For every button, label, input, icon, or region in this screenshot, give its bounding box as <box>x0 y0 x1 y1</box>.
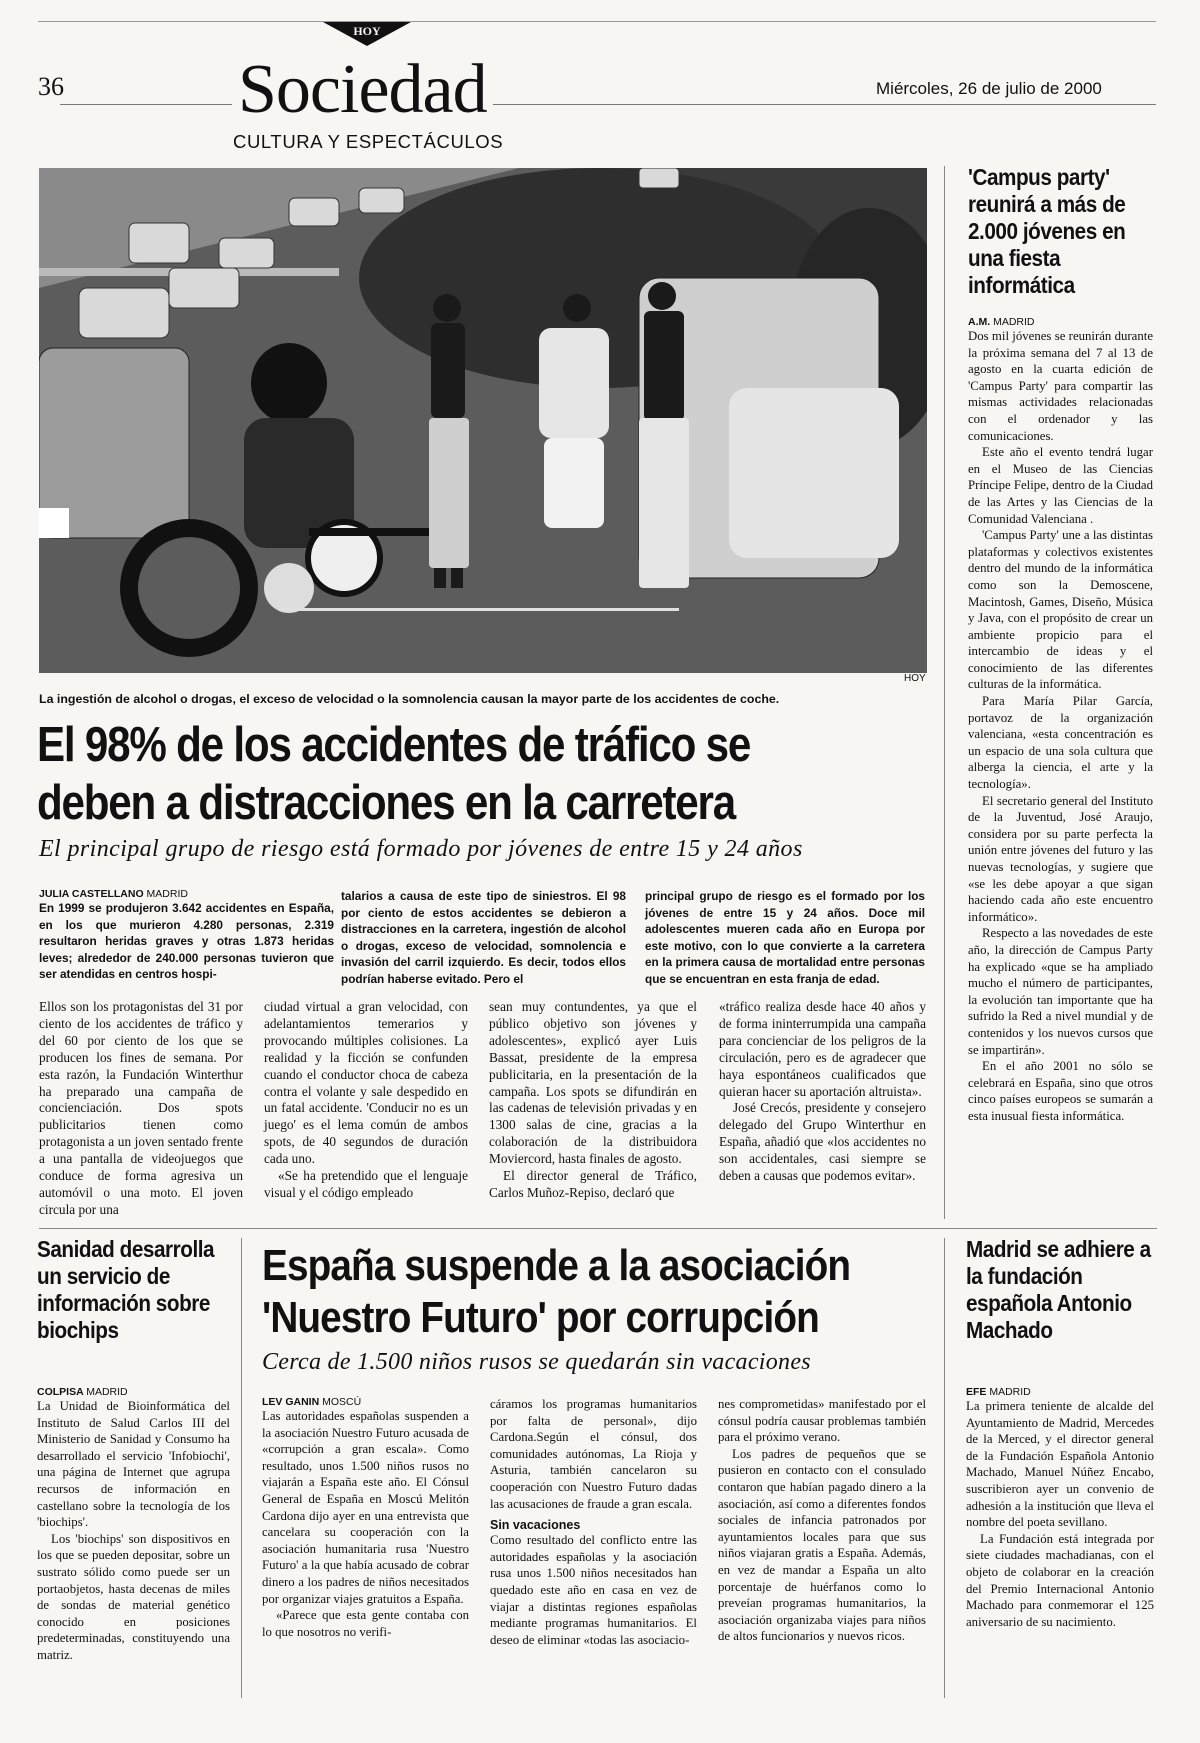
byline-place: MADRID <box>86 1386 128 1398</box>
paragraph: En el año 2001 no sólo se celebrará en España, sino que otros cinco países europeos se sumarán a esta inusual fiesta informática. <box>968 1059 1153 1123</box>
column-rule <box>944 1238 945 1698</box>
paragraph: El director general de Tráfico, Carlos Muñoz-Repiso, declaró que <box>489 1168 697 1200</box>
futuro-byline <box>262 1396 469 1408</box>
column-rule <box>241 1238 242 1698</box>
paragraph: Como resultado del conflicto entre las autoridades españolas y la asociación rusa unos 1.500 niños necesitados han quedado este año en casa en vez de viajar a distintas regiones españolas mediante programas humanitarios. El deseo de eliminar «todas las asociacio- <box>490 1533 697 1647</box>
main-headline-line2: deben a distracciones en la carretera <box>37 776 735 830</box>
campus-body <box>968 328 1153 1125</box>
paragraph: La Fundación está integrada por siete ciudades machadianas, con el objeto de colaborar en la creación del Premio Internacional Antonio Machado para conmemorar el 125 aniversario de su nacimiento. <box>966 1531 1154 1629</box>
byline-author: EFE <box>966 1386 987 1398</box>
paragraph: La Unidad de Bioinformática del Instituto de Salud Carlos III del Ministerio de Sanidad y Consumo ha desarrollado el servicio 'Infobiochi', una página de Internet que agrupa recursos de información en castellano sobre la tecnología de los 'biochips'. <box>37 1399 230 1530</box>
main-body-col3 <box>489 999 697 1202</box>
paragraph: Los padres de pequeños que se pusieron en contacto con el consulado contaron que habían pagado dinero a la asociación, así como a diferentes fondos sociales de infancia patronados por ayuntamientos locales para que sus niños viajaran gratis a España. Además, en vez de mandar a España un alto porcentaje de huérfanos como lo preveían programas humanitarios, la asociación organizaba viajes para niños de altos funcionarios y nuevos ricos. <box>718 1446 926 1644</box>
photo-caption: La ingestión de alcohol o drogas, el exceso de velocidad o la somnolencia causan la mayor parte de los accidentes de coche. <box>39 692 780 706</box>
byline-author: COLPISA <box>37 1386 84 1398</box>
accident-photo <box>39 168 927 673</box>
byline-place: MADRID <box>993 316 1035 328</box>
biochips-body <box>37 1398 230 1664</box>
futuro-headline-line1: España suspende a la asociación <box>262 1241 851 1290</box>
main-body-col4 <box>719 999 926 1185</box>
paragraph: La primera teniente de alcalde del Ayuntamiento de Madrid, Mercedes de la Merced, y el director general de la Fundación Española Antonio Machado, Manuel Núñez Encabo, suscribieron ayer un convenio de adhesión a la institución que lleva el nombre del poeta sevillano. <box>966 1399 1154 1530</box>
biochips-byline <box>37 1386 230 1398</box>
brand-label: HOY <box>353 24 381 38</box>
main-headline <box>37 716 811 832</box>
machado-byline <box>966 1386 1154 1398</box>
machado-story <box>966 1386 1154 1630</box>
paragraph: Este año el evento tendrá lugar en el Museo de las Ciencias Príncipe Felipe, dentro de la Ciudad de las Artes y las Ciencias de la Comunidad Valenciana . <box>968 445 1153 526</box>
paragraph: «Parece que esta gente contaba con lo que nosotros no verifi- <box>262 1608 469 1639</box>
section-divider <box>39 1228 1157 1229</box>
top-rule <box>38 21 1156 22</box>
photo-credit: HOY <box>904 673 926 684</box>
campus-story <box>968 316 1153 1125</box>
byline-place: MADRID <box>146 888 188 900</box>
futuro-col2-body <box>490 1396 697 1512</box>
paragraph: Ellos son los protagonistas del 31 por ciento de los accidentes de tráfico y del 60 por ciento de los que se producen los fines de semana. Por esta razón, la Fundación Winterthur ha preparado una campaña de concienciación. Dos spots publicitarios tienen como protagonista a un joven sentado frente a una pantalla de videojuegos que conduce de forma agresiva un automóvil o una moto. El joven circula por una <box>39 999 243 1217</box>
paragraph: cáramos los programas humanitarios por falta de personal», dijo Cardona.Según el cónsul, dos comunidades autónomas, La Rioja y Asturia, también cancelaron su cooperación con Nuestro Futuro dadas las acusaciones de fraude a gran escala. <box>490 1397 697 1511</box>
issue-date: Miércoles, 26 de julio de 2000 <box>870 79 1102 99</box>
subsection-title: CULTURA Y ESPECTÁCULOS <box>233 131 504 152</box>
byline-place: MADRID <box>989 1386 1031 1398</box>
futuro-headline-line2: 'Nuestro Futuro' por corrupción <box>262 1293 819 1342</box>
byline-author: LEV GANIN <box>262 1396 320 1408</box>
machado-headline: Madrid se adhiere a la fundación española Antonio Machado <box>966 1236 1151 1343</box>
futuro-col3-body <box>718 1396 926 1645</box>
paragraph: Respecto a las novedades de este año, la dirección de Campus Party ha explicado «que se ha ampliado mucho el número de participantes, la evolución tan importante que ha sufrido la Red a nivel mundial y de contenidos y los nuevos cursos que se impartirán». <box>968 926 1153 1057</box>
main-byline <box>39 888 334 900</box>
main-lead-col2: talarios a causa de este tipo de siniestros. El 98 por ciento de estos accidentes se debieron a distracciones en la carretera, ingestión de alcohol o drogas, exceso de velocidad, somnolencia e invasión del carril izquierdo. Es decir, todos ellos podrían haberse evitado. Pero el <box>341 889 626 986</box>
paragraph: José Crecós, presidente y consejero delegado del Grupo Winterthur en España, añadió que «los accidentes no son accidentales, casi siempre se deben a causas que podemos evitar». <box>719 1100 926 1184</box>
futuro-col2-body2 <box>490 1532 697 1648</box>
hoy-brand-tab <box>323 22 411 46</box>
campus-byline <box>968 316 1153 328</box>
main-headline-line1: El 98% de los accidentes de tráfico se <box>37 718 751 772</box>
campus-headline: 'Campus party' reunirá a más de 2.000 jóvenes en una fiesta informática <box>968 164 1126 298</box>
column-rule <box>944 166 945 1219</box>
paragraph: ciudad virtual a gran velocidad, con adelantamientos temerarios y provocando múltiples colisiones. La realidad y la ficción se confunden cuando el conductor choca de cabeza contra el volante y sale despedido en un fatal accidente. 'Conducir no es un juego' es el lema común de ambos spots, de 40 segundos de duración cada uno. <box>264 999 468 1167</box>
paragraph: nes comprometidas» manifestado por el cónsul podría causar problemas también para el próximo verano. <box>718 1397 926 1445</box>
biochips-headline: Sanidad desarrolla un servicio de información sobre biochips <box>37 1236 215 1343</box>
paragraph: «tráfico realiza desde hace 40 años y de forma ininterrumpida una campaña para concienciar de los peligros de la circulación, pero es de agradecer que haya espontáneos cualificados que quieran hacer su aportación altruista». <box>719 999 926 1099</box>
paragraph: El secretario general del Instituto de la Juventud, José Araujo, considera por su parte perfecta la unión entre jóvenes del futuro y las nuevas tecnologías, y sugiere que «se les debe apoyar a que sigan haciendo cada año este encuentro informático». <box>968 793 1153 924</box>
main-kicker: El principal grupo de riesgo está formado por jóvenes de entre 15 y 24 años <box>39 836 803 862</box>
futuro-col2 <box>490 1396 697 1648</box>
byline-place: MOSCÚ <box>322 1396 362 1408</box>
paragraph: Dos mil jóvenes se reunirán durante la próxima semana del 7 al 13 de agosto en la cuarta edición de 'Campus Party' para compartir las mismas actividades relacionadas con el ordenador y las comunicaciones. <box>968 329 1153 443</box>
page-number: 36 <box>38 72 64 101</box>
futuro-subhead: Sin vacaciones <box>490 1518 581 1533</box>
paragraph: Los 'biochips' son dispositivos en los que se pueden depositar, sobre un sustrato sólido como puede ser un portaobjetos, hasta decenas de miles de sondas de material genético conocido en posiciones predeterminadas, constituyendo una matriz. <box>37 1531 230 1662</box>
futuro-col3 <box>718 1396 926 1645</box>
header-rule <box>60 104 1156 105</box>
paragraph: «Se ha pretendido que el lenguaje visual y el código empleado <box>264 1168 468 1200</box>
paragraph: Para María Pilar García, portavoz de la organización valenciana, «esta concentración es un espacio de una sola cultura que alberga la ciencia, el arte y la tecnología». <box>968 694 1153 792</box>
futuro-headline <box>262 1240 850 1344</box>
futuro-col1 <box>262 1396 469 1640</box>
byline-author: A.M. <box>968 316 991 328</box>
byline-author: JULIA CASTELLANO <box>39 888 144 900</box>
lead-text: En 1999 se produjeron 3.642 accidentes en España, en los que murieron 4.280 personas, 2.319 resultaron heridas graves y otras 1.873 heridas leves; alrededor de 240.000 personas tuvieron que ser atendidas en centros hospi- <box>39 901 334 981</box>
main-lead-col1 <box>39 888 334 983</box>
main-lead-col3: principal grupo de riesgo es el formado por los jóvenes de entre 15 y 24 años. Doce mil adolescentes mueren cada año en Europa por este motivo, con lo que convierte a la carretera en la primera causa de mortalidad entre personas que se encuentran en esta franja de edad. <box>645 889 925 986</box>
machado-body <box>966 1398 1154 1630</box>
paragraph: 'Campus Party' une a las distintas plataformas y colectivos existentes dentro del mundo de la informática como son la Demoscene, Macintosh, Games, Diseño, Música y Java, con el propósito de crear un ambiente propicio para el intercambio de ideas y el conocimiento de las diferentes culturas de la informática. <box>968 528 1153 692</box>
futuro-col1-body <box>262 1408 469 1640</box>
main-body-col1 <box>39 999 243 1219</box>
paragraph: sean muy contundentes, ya que el público objetivo son jóvenes y adolescentes», explicó ayer Luis Bassat, presidente de la empresa publicitaria, en la presentación de la campaña. Los spots se difundirán en las cadenas de televisión privadas y en 1300 salas de cine, gracias a la colaboración de la distribuidora Moviercord, hasta finales de agosto. <box>489 999 697 1167</box>
biochips-story <box>37 1386 230 1664</box>
main-body-col2 <box>264 999 468 1202</box>
section-title: Sociedad <box>232 55 493 125</box>
futuro-kicker: Cerca de 1.500 niños rusos se quedarán sin vacaciones <box>262 1349 811 1375</box>
paragraph: Las autoridades españolas suspenden a la asociación Nuestro Futuro acusada de «corrupción a gran escala». Como resultado, unos 1.500 niños rusos no viajarán a España este año. El Cónsul General de España en Moscú Melitón Cardona dijo ayer en una entrevista que cancelara su cooperación con la asociación humanitaria rusa 'Nuestro Futuro' a la que había acusado de cobrar dinero a los padres de niños necesitados por organizar viajes gratuitos a España. <box>262 1409 469 1606</box>
